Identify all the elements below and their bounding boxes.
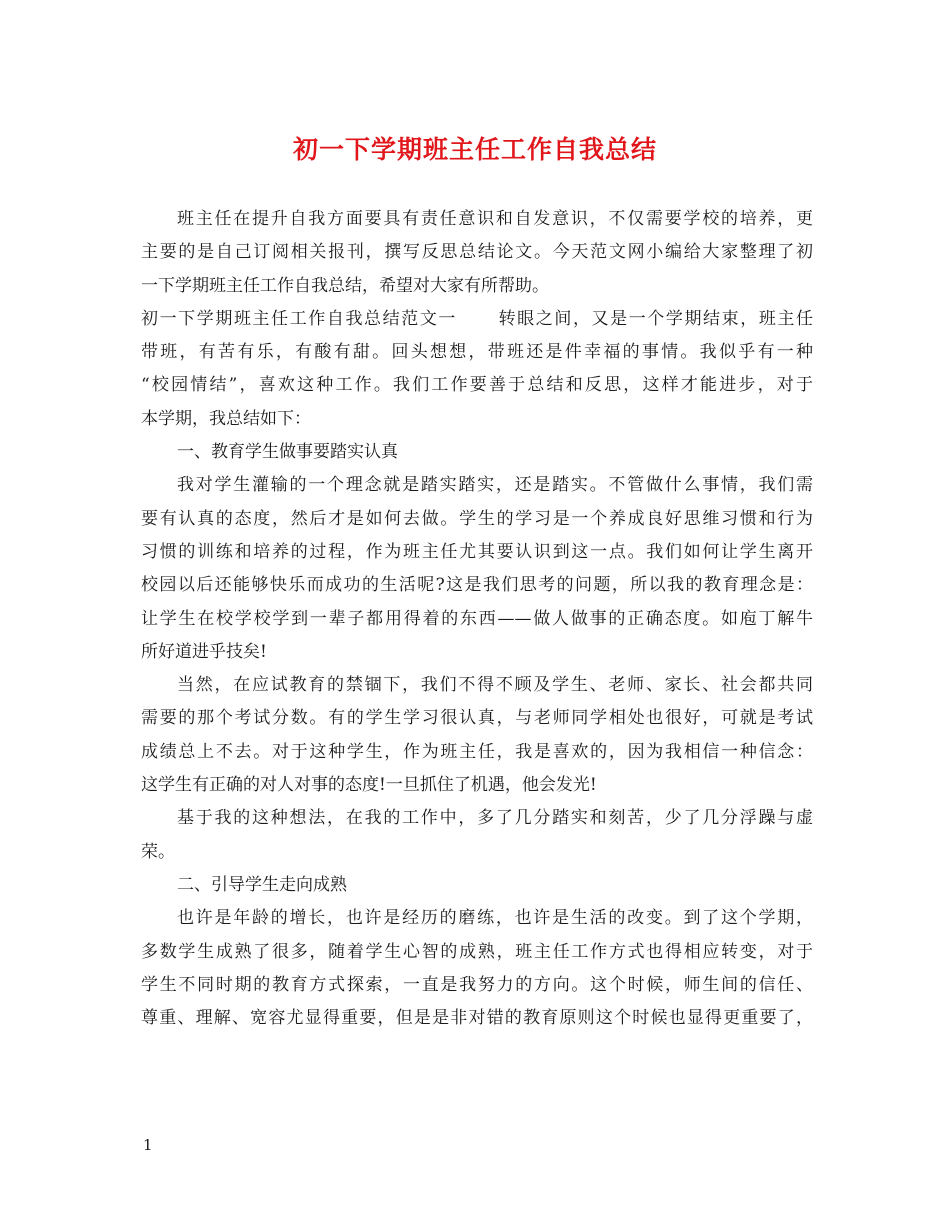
paragraph-line: 一下学期班主任工作自我总结，希望对大家有所帮助。 xyxy=(141,275,549,296)
paragraph-line: 让学生在校学校学到一辈子都用得着的东西——做人做事的正确态度。如庖丁解牛 xyxy=(141,608,813,629)
paragraph-line: 带班，有苦有乐，有酸有甜。回头想想，带班还是件幸福的事情。我似乎有一种 xyxy=(141,342,813,363)
paragraph-line: 班主任在提升自我方面要具有责任意识和自发意识，不仅需要学校的培养，更 xyxy=(177,209,813,229)
section-heading: 二、引导学生走向成熟 xyxy=(177,874,347,895)
paragraph-line: 要有认真的态度，然后才是如何去做。学生的学习是一个养成良好思维习惯和行为 xyxy=(141,508,813,529)
paragraph-line: 我对学生灌输的一个理念就是踏实踏实，还是踏实。不管做什么事情，我们需 xyxy=(177,475,813,496)
paragraph-text: 转眼之间，又是一个学期结束，班主任 xyxy=(497,308,813,329)
paragraph-line: 习惯的训练和培养的过程，作为班主任尤其要认识到这一点。我们如何让学生离开 xyxy=(141,541,813,562)
paragraph-line: 当然，在应试教育的禁锢下，我们不得不顾及学生、老师、家长、社会都共同 xyxy=(177,675,813,696)
paragraph-line: 也许是年龄的增长，也许是经历的磨练，也许是生活的改变。到了这个学期， xyxy=(177,908,813,929)
paragraph-line: 所好道进乎技矣! xyxy=(141,641,267,662)
section-heading: 一、教育学生做事要踏实认真 xyxy=(177,442,398,463)
paragraph-line: “校园情结”，喜欢这种工作。我们工作要善于总结和反思，这样才能进步，对于 xyxy=(141,375,813,396)
paragraph-line: 本学期，我总结如下： xyxy=(141,408,311,429)
document-title: 初一下学期班主任工作自我总结 xyxy=(292,135,657,164)
paragraph-line: 校园以后还能够快乐而成功的生活呢?这是我们思考的问题，所以我的教育理念是： xyxy=(141,575,813,596)
paragraph-line: 荣。 xyxy=(141,841,175,862)
paragraph-line: 主要的是自己订阅相关报刊，撰写反思总结论文。今天范文网小编给大家整理了初 xyxy=(141,242,813,263)
section-heading: 初一下学期班主任工作自我总结范文一 xyxy=(141,308,457,329)
paragraph-line: 学生不同时期的教育方式探索，一直是我努力的方向。这个时候，师生间的信任、 xyxy=(141,974,813,995)
document-body xyxy=(141,203,813,1035)
paragraph-line: 这学生有正确的对人对事的态度!一旦抓住了机遇，他会发光! xyxy=(141,775,597,796)
paragraph-line-with-heading xyxy=(141,303,813,336)
paragraph-line: 多数学生成熟了很多，随着学生心智的成熟，班主任工作方式也得相应转变，对于 xyxy=(141,941,813,962)
page-number: 1 xyxy=(143,1136,153,1154)
paragraph-line: 成绩总上不去。对于这种学生，作为班主任，我是喜欢的，因为我相信一种信念： xyxy=(141,741,813,762)
paragraph-line: 需要的那个考试分数。有的学生学习很认真，与老师同学相处也很好，可就是考试 xyxy=(141,708,813,729)
paragraph-line: 基于我的这种想法，在我的工作中，多了几分踏实和刻苦，少了几分浮躁与虚 xyxy=(177,808,813,829)
paragraph-line: 尊重、理解、宽容尤显得重要，但是是非对错的教育原则这个时候也显得更重要了， xyxy=(141,1008,813,1029)
